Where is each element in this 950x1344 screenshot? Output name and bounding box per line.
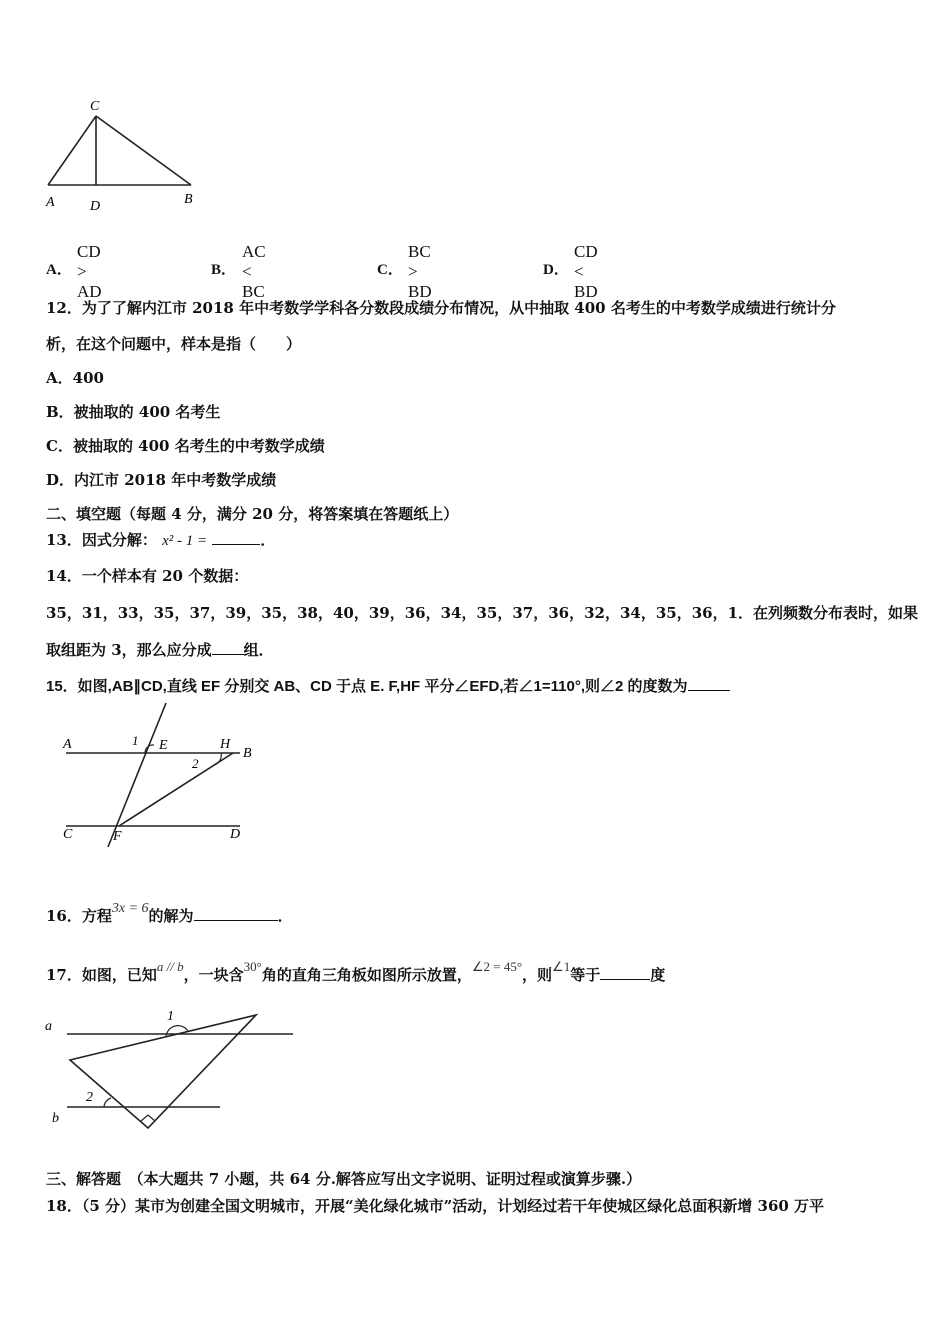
q15: [46, 675, 730, 696]
q12-option-a[interactable]: A．400: [46, 369, 104, 387]
label-1: 1: [132, 733, 139, 748]
q14-line-3-suffix: 组．: [243, 641, 274, 659]
q14-line-1: 14．一个样本有 20 个数据：: [46, 567, 249, 585]
label-a: A: [46, 195, 55, 210]
label-h: H: [220, 737, 231, 752]
q12-option-b[interactable]: B．被抽取的 400 名考生: [46, 403, 221, 421]
label-c: C: [63, 827, 73, 842]
q17-angle-30: 30°: [243, 959, 262, 974]
label-b: b: [52, 1111, 59, 1126]
q17-mid-1: ，一块含: [183, 966, 244, 984]
label-d: D: [90, 199, 101, 214]
q17-prefix: 17．如图，已知: [46, 966, 157, 984]
q12-option-c[interactable]: C．被抽取的 400 名考生的中考数学成绩: [46, 437, 325, 455]
q17-suffix: 度: [650, 966, 666, 984]
option-text: CD < BD: [574, 242, 598, 301]
parallel-lines-figure: [55, 700, 275, 860]
q13: [46, 529, 275, 550]
label-f: F: [113, 829, 122, 844]
set-square-figure: [40, 1005, 310, 1140]
option-label: C．: [377, 262, 403, 278]
label-a: A: [63, 737, 72, 752]
q16-mid: 的解为: [148, 907, 194, 925]
q13-suffix: ．: [260, 531, 276, 549]
q16-suffix: ．: [277, 907, 293, 925]
q17-mid-4: 等于: [570, 966, 601, 984]
q12-line-1: 12．为了了解内江市 2018 年中考数学学科各分数段成绩分布情况，从中抽取 400 名考生的中考数学成绩进行统计分: [46, 299, 836, 317]
option-text: CD > AD: [77, 242, 102, 301]
label-e: E: [159, 738, 168, 753]
q13-answer-blank[interactable]: [212, 530, 260, 545]
section-2-heading: 二、填空题（每题 4 分，满分 20 分，将答案填在答题纸上）: [46, 505, 459, 523]
q17: [46, 959, 666, 985]
label-a: a: [45, 1019, 52, 1034]
q16-equation: 3x = 6: [111, 901, 149, 916]
q12-option-d[interactable]: D．内江市 2018 年中考数学成绩: [46, 471, 277, 489]
option-label: B．: [211, 262, 237, 278]
option-text: AC < BC: [242, 242, 266, 301]
option-label: D．: [543, 262, 569, 278]
q16-answer-blank[interactable]: [194, 906, 278, 921]
angle-2-arc: [214, 753, 221, 765]
q18: 18．（5 分）某市为创建全国文明城市，开展“美化绿化城市”活动，计划经过若干年使城区绿化总面积新增 360 万平: [46, 1197, 825, 1215]
side-ca: [48, 116, 96, 185]
q14-line-2: 35，31，33，35，37，39，35，38，40，39，36，34，35，37，36，32，34，35，36，1．在列频数分布表时，如果: [46, 604, 919, 622]
q13-prefix: 13．因式分解：: [46, 531, 157, 549]
right-angle-mark: [141, 1115, 155, 1121]
label-b: B: [243, 746, 252, 761]
label-2: 2: [86, 1090, 93, 1105]
q14-answer-blank[interactable]: [212, 640, 244, 655]
q16-prefix: 16．方程: [46, 907, 112, 925]
q17-mid-3: ，则: [522, 966, 553, 984]
label-2: 2: [192, 756, 199, 771]
triangle-figure: [40, 92, 210, 222]
q17-mid-2: 角的直角三角板如图所示放置，: [261, 966, 472, 984]
q17-angle-1-expression: ∠1: [552, 959, 571, 974]
q17-answer-blank[interactable]: [600, 965, 650, 980]
q15-text: 15．如图,AB∥CD,直线 EF 分别交 AB、CD 于点 E. F,HF 平分∠EFD,若∠1=110°,则∠2 的度数为: [46, 678, 688, 695]
option-label: A．: [46, 262, 72, 278]
q17-parallel-expression: a // b: [156, 959, 184, 974]
label-c: C: [90, 99, 100, 114]
section-3-heading: 三、解答题 （本大题共 7 小题，共 64 分.解答应写出文字说明、证明过程或演算步骤.）: [46, 1170, 642, 1188]
option-text: BC > BD: [408, 242, 432, 301]
angle-2-arc: [104, 1098, 111, 1107]
label-d: D: [230, 827, 241, 842]
side-cb: [96, 116, 191, 185]
q12-line-2: 析，在这个问题中，样本是指（ ）: [46, 335, 302, 353]
set-square: [70, 1015, 256, 1128]
q14-line-3: [46, 639, 274, 660]
q14-line-3-text: 取组距为 3，那么应分成: [46, 641, 212, 659]
q15-answer-blank[interactable]: [688, 676, 730, 691]
q17-angle-2-expression: ∠2 = 45°: [471, 959, 523, 974]
q16: [46, 901, 293, 926]
label-b: B: [184, 192, 193, 207]
label-1: 1: [167, 1009, 174, 1024]
q13-expression: x² - 1 =: [162, 533, 208, 549]
